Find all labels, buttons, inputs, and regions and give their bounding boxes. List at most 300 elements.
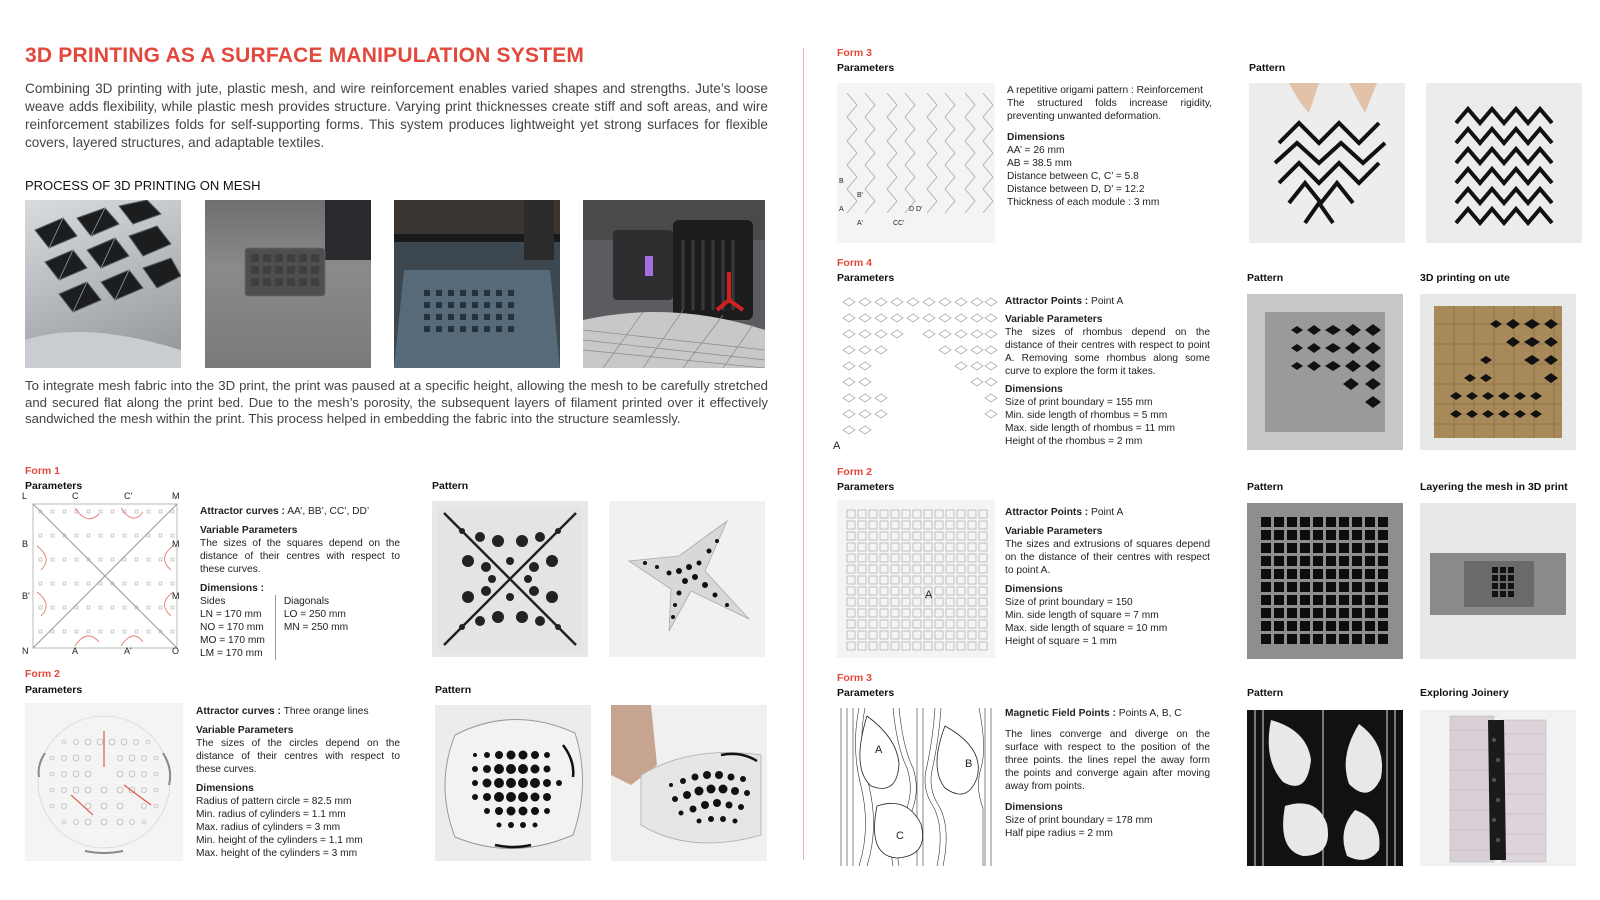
grid-square <box>979 587 987 595</box>
label-B-prime: B' <box>857 192 864 199</box>
grid-square <box>902 609 910 617</box>
pattern-square <box>1326 582 1336 592</box>
form4-dim-title: Dimensions <box>1005 384 1063 395</box>
pattern-square <box>1287 608 1297 618</box>
grid-square <box>891 565 899 573</box>
label-A-prime: A' <box>857 220 864 227</box>
pattern-square <box>1300 517 1310 527</box>
pattern-square <box>1274 595 1284 605</box>
pattern-square <box>1261 569 1271 579</box>
grid-square <box>957 587 965 595</box>
pattern-square <box>1261 634 1271 644</box>
grid-square <box>902 598 910 606</box>
grid-square <box>913 510 921 518</box>
pattern-square <box>1261 595 1271 605</box>
grid-square <box>979 510 987 518</box>
form3a-pattern-image-1 <box>1249 83 1405 243</box>
grid-square <box>869 598 877 606</box>
form2-params-text: Attractor curves : Three orange lines Variable Parameters The sizes of the circles depend on the distance of their centres with respect to these curves. Dimensions Radius of pattern circle = 82.5 mm Min. radius of cylinders = 1.1 mm Max. radius of cylinders = 3 mm Min. height of the cylinders = 1.1 mm Max. height of the cylinders = 3 mm <box>196 706 400 859</box>
grid-square <box>880 631 888 639</box>
grid-square <box>902 576 910 584</box>
pattern-square <box>1300 634 1310 644</box>
pattern-square <box>1287 595 1297 605</box>
pattern-square <box>1326 621 1336 631</box>
grid-square <box>935 598 943 606</box>
process-photo-2 <box>205 200 371 368</box>
grid-square <box>957 565 965 573</box>
process-photo-3 <box>394 200 560 368</box>
right-form2-params-label: Parameters <box>837 481 895 493</box>
grid-square <box>924 609 932 617</box>
pattern-square <box>1378 569 1388 579</box>
grid-square <box>858 609 866 617</box>
grid-square <box>935 609 943 617</box>
intro-paragraph: Combining 3D printing with jute, plastic mesh, and wire reinforcement enables varied shapes and strengths. Jute’s loose weave adds flexibility, while plastic mesh provides structure. Varying print thicknesses create stiff and soft areas, and wire reinforcement stabilizes folds for self-supporting forms. This system produces lightweight yet strong surfaces for flexible covers, layered structures, and adaptable textiles. <box>25 81 768 150</box>
form1-variable-title: Variable Parameters <box>200 525 298 536</box>
pattern-square <box>1300 608 1310 618</box>
grid-square <box>858 521 866 529</box>
grid-square <box>891 576 899 584</box>
grid-square <box>880 521 888 529</box>
pattern-square <box>1365 543 1375 553</box>
pattern-square <box>1326 517 1336 527</box>
grid-square <box>880 598 888 606</box>
grid-square <box>946 543 954 551</box>
pattern-square <box>1352 582 1362 592</box>
grid-square <box>847 565 855 573</box>
grid-square <box>858 587 866 595</box>
grid-square <box>935 620 943 628</box>
process-section-title: PROCESS OF 3D PRINTING ON MESH <box>25 178 261 193</box>
pattern-square <box>1339 556 1349 566</box>
grid-square <box>957 554 965 562</box>
form3a-params-text: A repetitive origami pattern : Reinforcement The structured folds increase rigidity, preventing unwanted deformation. Dimensions AA’ = 26 mm AB = 38.5 mm Distance between C, C’ = 5.8 Distance between D, D’ = 12.2 Thickness of each module : 3 mm <box>1007 85 1212 208</box>
grid-square <box>913 554 921 562</box>
grid-square <box>946 620 954 628</box>
grid-square <box>847 521 855 529</box>
right-form2-attractor-line: Attractor Points : Point A <box>1005 507 1124 518</box>
grid-square <box>858 576 866 584</box>
pattern-square <box>1274 543 1284 553</box>
pattern-square <box>1313 621 1323 631</box>
grid-square <box>869 521 877 529</box>
pattern-square <box>1339 595 1349 605</box>
grid-square <box>880 532 888 540</box>
form2-attractor-line: Attractor curves : Three orange lines <box>196 706 369 717</box>
grid-square <box>847 532 855 540</box>
grid-square <box>858 620 866 628</box>
pattern-square <box>1365 634 1375 644</box>
grid-square <box>946 642 954 650</box>
grid-square <box>902 642 910 650</box>
grid-square <box>847 510 855 518</box>
left-form2-pattern-label: Pattern <box>435 684 472 696</box>
grid-square <box>968 631 976 639</box>
pattern-square <box>1378 621 1388 631</box>
pattern-square <box>1313 569 1323 579</box>
pattern-square <box>1287 556 1297 566</box>
right-form2-pattern-image <box>1247 503 1403 659</box>
grid-square <box>979 598 987 606</box>
form2-variable-title: Variable Parameters <box>196 725 294 736</box>
pattern-square <box>1287 634 1297 644</box>
pattern-square <box>1378 634 1388 644</box>
grid-square <box>957 598 965 606</box>
label-A-prime: A' <box>124 646 132 656</box>
form1-attractor-line: Attractor curves : AA’, BB’, CC’, DD’ <box>200 506 370 517</box>
pattern-square <box>1274 530 1284 540</box>
form2-dim-title: Dimensions <box>196 783 254 794</box>
pattern-square <box>1365 608 1375 618</box>
grid-square <box>869 587 877 595</box>
form1-sides: Sides LN = 170 mm NO = 170 mm MO = 170 mm LM = 170 mm <box>200 596 265 659</box>
grid-square <box>880 543 888 551</box>
label-point-a: A <box>833 440 841 452</box>
grid-square <box>869 609 877 617</box>
pattern-square <box>1339 569 1349 579</box>
pattern-square <box>1326 556 1336 566</box>
label-B-prime: B' <box>22 591 30 601</box>
pattern-square <box>1339 582 1349 592</box>
pattern-square <box>1261 582 1271 592</box>
grid-square <box>979 631 987 639</box>
grid-square <box>891 631 899 639</box>
grid-square <box>869 576 877 584</box>
grid-square <box>946 631 954 639</box>
grid-square <box>979 554 987 562</box>
grid-square <box>924 521 932 529</box>
pattern-square <box>1352 634 1362 644</box>
pattern-square <box>1352 608 1362 618</box>
right-form2-pattern-label: Pattern <box>1247 481 1284 493</box>
grid-square <box>869 620 877 628</box>
grid-square <box>913 609 921 617</box>
pattern-square <box>1274 608 1284 618</box>
pattern-square <box>1378 582 1388 592</box>
pattern-square <box>1326 634 1336 644</box>
pattern-square <box>1378 530 1388 540</box>
grid-square <box>935 576 943 584</box>
grid-square <box>935 532 943 540</box>
grid-square <box>924 642 932 650</box>
label-A: A <box>72 646 79 656</box>
grid-square <box>869 642 877 650</box>
right-form2-label: Form 2 <box>837 466 873 478</box>
grid-square <box>913 642 921 650</box>
grid-square <box>957 631 965 639</box>
pattern-square <box>1352 530 1362 540</box>
grid-square <box>880 609 888 617</box>
grid-square <box>957 609 965 617</box>
grid-square <box>913 576 921 584</box>
pattern-square <box>1300 582 1310 592</box>
pattern-square <box>1378 517 1388 527</box>
grid-square <box>924 532 932 540</box>
right-form3b-label: Form 3 <box>837 672 873 684</box>
grid-square <box>957 532 965 540</box>
form2-variable-text: The sizes of the circles depend on the distance of their centres with respect to these curves. <box>196 738 400 775</box>
grid-square <box>957 521 965 529</box>
grid-square <box>946 532 954 540</box>
grid-square <box>924 510 932 518</box>
grid-square <box>858 532 866 540</box>
pattern-square <box>1365 530 1375 540</box>
grid-square <box>880 642 888 650</box>
label-M: M <box>172 491 180 501</box>
grid-square <box>902 631 910 639</box>
grid-square <box>913 587 921 595</box>
grid-square <box>858 554 866 562</box>
right-form3b-dim-title: Dimensions <box>1005 802 1063 813</box>
label-O: O <box>172 646 180 656</box>
grid-square <box>847 642 855 650</box>
grid-square <box>957 620 965 628</box>
grid-square <box>880 576 888 584</box>
grid-square <box>979 642 987 650</box>
form4-variable-title: Variable Parameters <box>1005 314 1103 325</box>
grid-square <box>935 565 943 573</box>
grid-square <box>858 543 866 551</box>
grid-square <box>891 587 899 595</box>
pattern-square <box>1261 517 1271 527</box>
grid-square <box>869 554 877 562</box>
grid-square <box>935 521 943 529</box>
grid-square <box>968 521 976 529</box>
pattern-square <box>1313 530 1323 540</box>
label-C: C <box>72 491 79 501</box>
grid-square <box>946 609 954 617</box>
right-form2-second-label: Layering the mesh in 3D print <box>1420 481 1568 493</box>
pattern-square <box>1313 608 1323 618</box>
form1-dim-title: Dimensions : <box>200 583 264 594</box>
grid-square <box>913 565 921 573</box>
form3a-parameter-diagram <box>837 83 995 243</box>
grid-square <box>924 620 932 628</box>
grid-square <box>979 543 987 551</box>
pattern-square <box>1339 634 1349 644</box>
right-form4-params-label: Parameters <box>837 272 895 284</box>
pattern-square <box>1326 608 1336 618</box>
grid-square <box>979 576 987 584</box>
page-title: 3D PRINTING AS A SURFACE MANIPULATION SYSTEM <box>25 44 585 67</box>
form1-diagonals: Diagonals LO = 250 mm MN = 250 mm <box>275 595 348 660</box>
pattern-square <box>1326 543 1336 553</box>
pattern-square <box>1261 543 1271 553</box>
form3a-text: The structured folds increase rigidity, preventing unwanted deformation. <box>1007 98 1212 122</box>
label-CC: CC' <box>893 220 905 227</box>
grid-square <box>946 576 954 584</box>
pattern-square <box>1274 621 1284 631</box>
pattern-square <box>1261 621 1271 631</box>
grid-square <box>913 598 921 606</box>
pattern-square <box>1274 634 1284 644</box>
pattern-square <box>1274 582 1284 592</box>
grid-square <box>946 510 954 518</box>
pattern-square <box>1313 556 1323 566</box>
form4-pattern-image <box>1247 294 1403 450</box>
pattern-square <box>1339 621 1349 631</box>
grid-square <box>902 620 910 628</box>
grid-square <box>847 631 855 639</box>
grid-square <box>935 554 943 562</box>
grid-square <box>913 521 921 529</box>
left-form1-pattern-label: Pattern <box>432 480 469 492</box>
grid-square <box>957 510 965 518</box>
pattern-square <box>1365 517 1375 527</box>
pattern-square <box>1365 569 1375 579</box>
pattern-square <box>1313 582 1323 592</box>
form2-parameter-diagram <box>25 703 183 861</box>
label-point-c: C <box>896 830 904 842</box>
grid-square <box>968 587 976 595</box>
pattern-square <box>1300 621 1310 631</box>
grid-square <box>946 554 954 562</box>
right-form3b-second-label: Exploring Joinery <box>1420 687 1509 699</box>
pattern-square <box>1313 543 1323 553</box>
grid-square <box>957 642 965 650</box>
form4-attractor-line: Attractor Points : Point A <box>1005 296 1124 307</box>
grid-square <box>957 543 965 551</box>
grid-square <box>979 620 987 628</box>
form1-params-text <box>200 505 400 660</box>
grid-square <box>946 565 954 573</box>
form2-pattern-image <box>435 705 591 861</box>
grid-square <box>935 543 943 551</box>
grid-square <box>869 631 877 639</box>
grid-square <box>979 565 987 573</box>
right-form3b-params-label: Parameters <box>837 687 895 699</box>
label-M-3: M <box>172 591 180 601</box>
form4-parameter-diagram <box>833 296 999 454</box>
pattern-square <box>1300 530 1310 540</box>
process-paragraph: To integrate mesh fabric into the 3D print, the print was paused at a specific height, allowing the mesh to be carefully stretched and secured flat along the print bed. Due to the mesh’s porosity, the subsequent layers of filament printed over it effectively sandwiched the mesh within the print. This process helped in embedding the fabric into the structure seamlessly. <box>25 378 768 427</box>
grid-square <box>858 642 866 650</box>
form1-parameter-diagram <box>22 491 185 658</box>
grid-square <box>913 631 921 639</box>
pattern-square <box>1300 543 1310 553</box>
grid-square <box>891 521 899 529</box>
right-form2-layering-image <box>1420 503 1576 659</box>
form1-result-image <box>609 501 765 657</box>
pattern-square <box>1365 582 1375 592</box>
label-B: B <box>839 178 844 185</box>
pattern-square <box>1326 595 1336 605</box>
grid-square <box>847 620 855 628</box>
right-form3b-attractor-line: Magnetic Field Points : Points A, B, C <box>1005 708 1182 719</box>
right-form2-parameter-diagram <box>837 500 995 658</box>
grid-square <box>880 587 888 595</box>
right-form4-label: Form 4 <box>837 257 873 269</box>
grid-square <box>858 598 866 606</box>
pattern-square <box>1365 556 1375 566</box>
right-form3a-label: Form 3 <box>837 47 873 59</box>
pattern-square <box>1339 517 1349 527</box>
right-form3b-joinery-image <box>1420 710 1576 866</box>
pattern-square <box>1274 556 1284 566</box>
form4-params-text: Attractor Points : Point A Variable Parameters The sizes of rhombus depend on the distance of their centres with respect to point A. Removing some rhombus along some curve to explore the form it takes. Dimensions Size of print boundary = 155 mm Min. side length of rhombus = 5 mm Max. side length of rhombus = 11 mm Height of the rhombus = 2 mm <box>1005 296 1210 447</box>
grid-square <box>968 620 976 628</box>
pattern-square <box>1352 543 1362 553</box>
pattern-square <box>1352 621 1362 631</box>
right-form2-params-text: Attractor Points : Point A Variable Parameters The sizes and extrusions of squares depend on the distance of their centres with respect to point A. Dimensions Size of print boundary = 150 Min. side length of square = 7 mm Max. side length of square = 10 mm Height of square = 1 mm <box>1005 507 1210 647</box>
pattern-square <box>1287 517 1297 527</box>
left-form1-params-label: Parameters <box>25 480 83 492</box>
grid-square <box>913 532 921 540</box>
grid-square <box>968 543 976 551</box>
pattern-square <box>1365 621 1375 631</box>
pattern-square <box>1326 530 1336 540</box>
grid-square <box>891 642 899 650</box>
pattern-square <box>1365 595 1375 605</box>
grid-square <box>869 543 877 551</box>
form4-jute-image <box>1420 294 1576 450</box>
grid-square <box>847 598 855 606</box>
grid-square <box>891 609 899 617</box>
right-form3b-params-text: Magnetic Field Points : Points A, B, C The lines converge and diverge on the surface with respect to the position of the three points. the lines repel the away form the points and converge again after moving away from points. Dimensions Size of print boundary = 178 mm Half pipe radius = 2 mm <box>1005 708 1210 839</box>
pattern-square <box>1339 530 1349 540</box>
pattern-square <box>1287 569 1297 579</box>
form3a-dim-title: Dimensions <box>1007 132 1065 143</box>
label-DD: D D' <box>909 206 923 213</box>
label-point-b: B <box>965 758 973 770</box>
grid-square <box>847 576 855 584</box>
grid-square <box>979 532 987 540</box>
grid-square <box>968 510 976 518</box>
grid-square <box>968 576 976 584</box>
pattern-square <box>1313 517 1323 527</box>
pattern-square <box>1287 530 1297 540</box>
right-form4-pattern-label: Pattern <box>1247 272 1284 284</box>
pattern-square <box>1287 621 1297 631</box>
pattern-square <box>1300 569 1310 579</box>
left-form2-label: Form 2 <box>25 668 61 680</box>
pattern-square <box>1352 517 1362 527</box>
grid-square <box>979 609 987 617</box>
grid-square <box>847 554 855 562</box>
grid-square <box>869 565 877 573</box>
right-form3b-pattern-image <box>1247 710 1403 866</box>
grid-square <box>968 642 976 650</box>
right-form2-variable-text: The sizes and extrusions of squares depend on the distance of their centres with respect to point A. <box>1005 539 1210 576</box>
pattern-square <box>1339 608 1349 618</box>
grid-square <box>902 554 910 562</box>
pattern-square <box>1378 595 1388 605</box>
grid-square <box>891 620 899 628</box>
right-form3b-parameter-diagram <box>837 708 995 866</box>
pattern-square <box>1274 517 1284 527</box>
column-divider <box>803 48 804 860</box>
pattern-square <box>1378 556 1388 566</box>
grid-square <box>924 576 932 584</box>
label-point-a: A <box>875 744 883 756</box>
label-M-2: M <box>172 539 180 549</box>
grid-square <box>968 565 976 573</box>
right-form2-dim-title: Dimensions <box>1005 584 1063 595</box>
grid-square <box>880 554 888 562</box>
pattern-square <box>1300 595 1310 605</box>
form3a-intro: A repetitive origami pattern : Reinforcement <box>1007 85 1203 96</box>
grid-square <box>946 521 954 529</box>
right-form4-second-label: 3D printing on ute <box>1420 272 1510 284</box>
pattern-square <box>1287 582 1297 592</box>
grid-square <box>968 532 976 540</box>
grid-square <box>968 609 976 617</box>
pattern-square <box>1352 595 1362 605</box>
pattern-square <box>1352 556 1362 566</box>
grid-square <box>880 510 888 518</box>
pattern-square <box>1326 569 1336 579</box>
pattern-square <box>1300 556 1310 566</box>
